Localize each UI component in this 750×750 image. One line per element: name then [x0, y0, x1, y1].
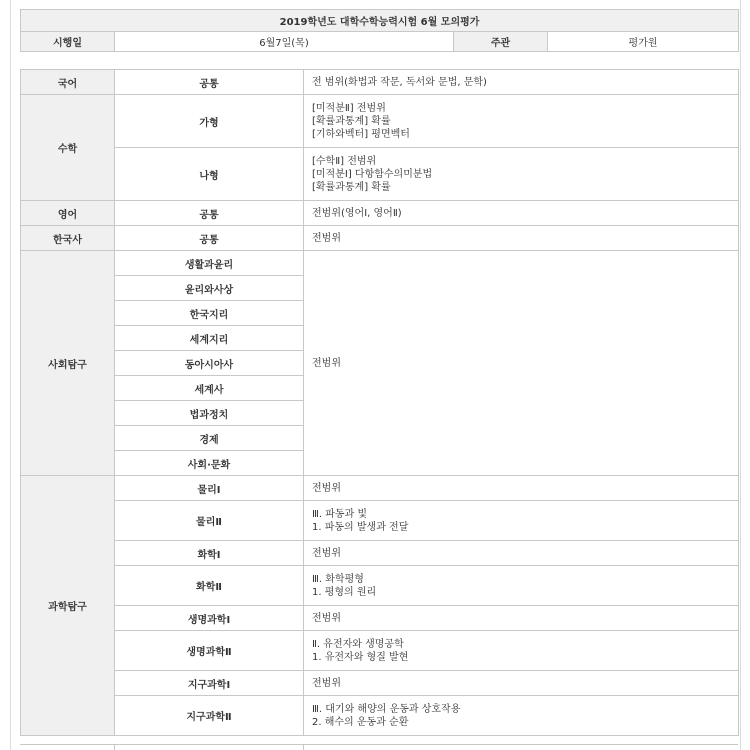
date-label: 시행일 — [21, 32, 115, 52]
type-cell: 공통 — [115, 70, 304, 95]
range-row — [21, 251, 739, 276]
table-bottom-line — [20, 744, 738, 745]
range-cell — [304, 566, 739, 606]
range-line: 1. 평형의 원리 — [312, 586, 377, 598]
range-row — [21, 201, 739, 226]
range-row — [21, 501, 739, 541]
range-cell — [304, 671, 739, 696]
range-cell — [304, 476, 739, 501]
range-line: 전범위(영어Ⅰ, 영어Ⅱ) — [312, 207, 402, 219]
range-row — [21, 541, 739, 566]
range-cell — [304, 631, 739, 671]
range-row — [21, 566, 739, 606]
org-label: 주관 — [454, 32, 548, 52]
range-cell — [304, 501, 739, 541]
date-value: 6월7일(목) — [115, 32, 454, 52]
range-cell — [304, 148, 739, 201]
type-cell: 나형 — [115, 148, 304, 201]
type-cell: 윤리와사상 — [115, 276, 304, 301]
table-divider — [303, 744, 304, 750]
range-line: Ⅲ. 화학평형 — [312, 573, 364, 585]
type-cell: 생명과학Ⅰ — [115, 606, 304, 631]
range-line: [확률과통계] 확률 — [312, 115, 391, 127]
range-line: 1. 유전자와 형질 발현 — [312, 651, 409, 663]
range-row — [21, 606, 739, 631]
type-cell: 한국지리 — [115, 301, 304, 326]
range-line: 전범위 — [312, 612, 341, 624]
range-cell — [304, 201, 739, 226]
range-line: 전범위 — [312, 232, 341, 244]
table-divider — [114, 744, 115, 750]
range-line: Ⅱ. 유전자와 생명공학 — [312, 638, 404, 650]
subject-cell: 한국사 — [21, 226, 115, 251]
range-line: 전범위 — [312, 547, 341, 559]
subject-cell: 수학 — [21, 95, 115, 201]
type-cell: 생명과학Ⅱ — [115, 631, 304, 671]
range-line: 전범위 — [312, 357, 341, 369]
range-line: [미적분Ⅱ] 전범위 — [312, 102, 386, 114]
range-row — [21, 70, 739, 95]
range-row — [21, 226, 739, 251]
type-cell: 사회·문화 — [115, 451, 304, 476]
range-line: 1. 파동의 발생과 전달 — [312, 521, 409, 533]
subject-cell: 사회탐구 — [21, 251, 115, 476]
range-line: Ⅲ. 대기와 해양의 운동과 상호작용 — [312, 703, 461, 715]
range-line: 전범위 — [312, 482, 341, 494]
type-cell: 공통 — [115, 201, 304, 226]
exam-info-table — [20, 9, 739, 52]
range-cell — [304, 251, 739, 476]
range-cell — [304, 95, 739, 148]
range-cell — [304, 541, 739, 566]
type-cell: 경제 — [115, 426, 304, 451]
type-cell: 법과정치 — [115, 401, 304, 426]
range-row — [21, 696, 739, 736]
org-value: 평가원 — [548, 32, 739, 52]
type-cell: 공통 — [115, 226, 304, 251]
type-cell: 물리Ⅰ — [115, 476, 304, 501]
type-cell: 지구과학Ⅱ — [115, 696, 304, 736]
type-cell: 세계사 — [115, 376, 304, 401]
type-cell: 세계지리 — [115, 326, 304, 351]
exam-title: 2019학년도 대학수학능력시험 6월 모의평가 — [21, 10, 739, 32]
range-row — [21, 671, 739, 696]
type-cell: 가형 — [115, 95, 304, 148]
subject-cell: 과학탐구 — [21, 476, 115, 736]
subject-cell: 영어 — [21, 201, 115, 226]
type-cell: 물리Ⅱ — [115, 501, 304, 541]
range-row — [21, 476, 739, 501]
range-line: Ⅲ. 파동과 빛 — [312, 508, 368, 520]
range-row — [21, 631, 739, 671]
range-line: 전 범위(화법과 작문, 독서와 문법, 문학) — [312, 76, 487, 88]
range-cell — [304, 696, 739, 736]
range-cell — [304, 70, 739, 95]
type-cell: 생활과윤리 — [115, 251, 304, 276]
type-cell: 동아시아사 — [115, 351, 304, 376]
range-line: [확률과통계] 확률 — [312, 181, 391, 193]
type-cell: 화학Ⅰ — [115, 541, 304, 566]
range-line: [미적분Ⅰ] 다항함수의미분법 — [312, 168, 433, 180]
range-cell — [304, 606, 739, 631]
range-line: [기하와벡터] 평면벡터 — [312, 128, 410, 140]
type-cell: 지구과학Ⅰ — [115, 671, 304, 696]
range-line: [수학Ⅱ] 전범위 — [312, 155, 377, 167]
exam-range-table — [20, 69, 739, 736]
range-row — [21, 148, 739, 201]
range-line: 전범위 — [312, 677, 341, 689]
type-cell: 화학Ⅱ — [115, 566, 304, 606]
subject-cell: 국어 — [21, 70, 115, 95]
range-line: 2. 해수의 운동과 순환 — [312, 716, 409, 728]
range-row — [21, 95, 739, 148]
range-cell — [304, 226, 739, 251]
